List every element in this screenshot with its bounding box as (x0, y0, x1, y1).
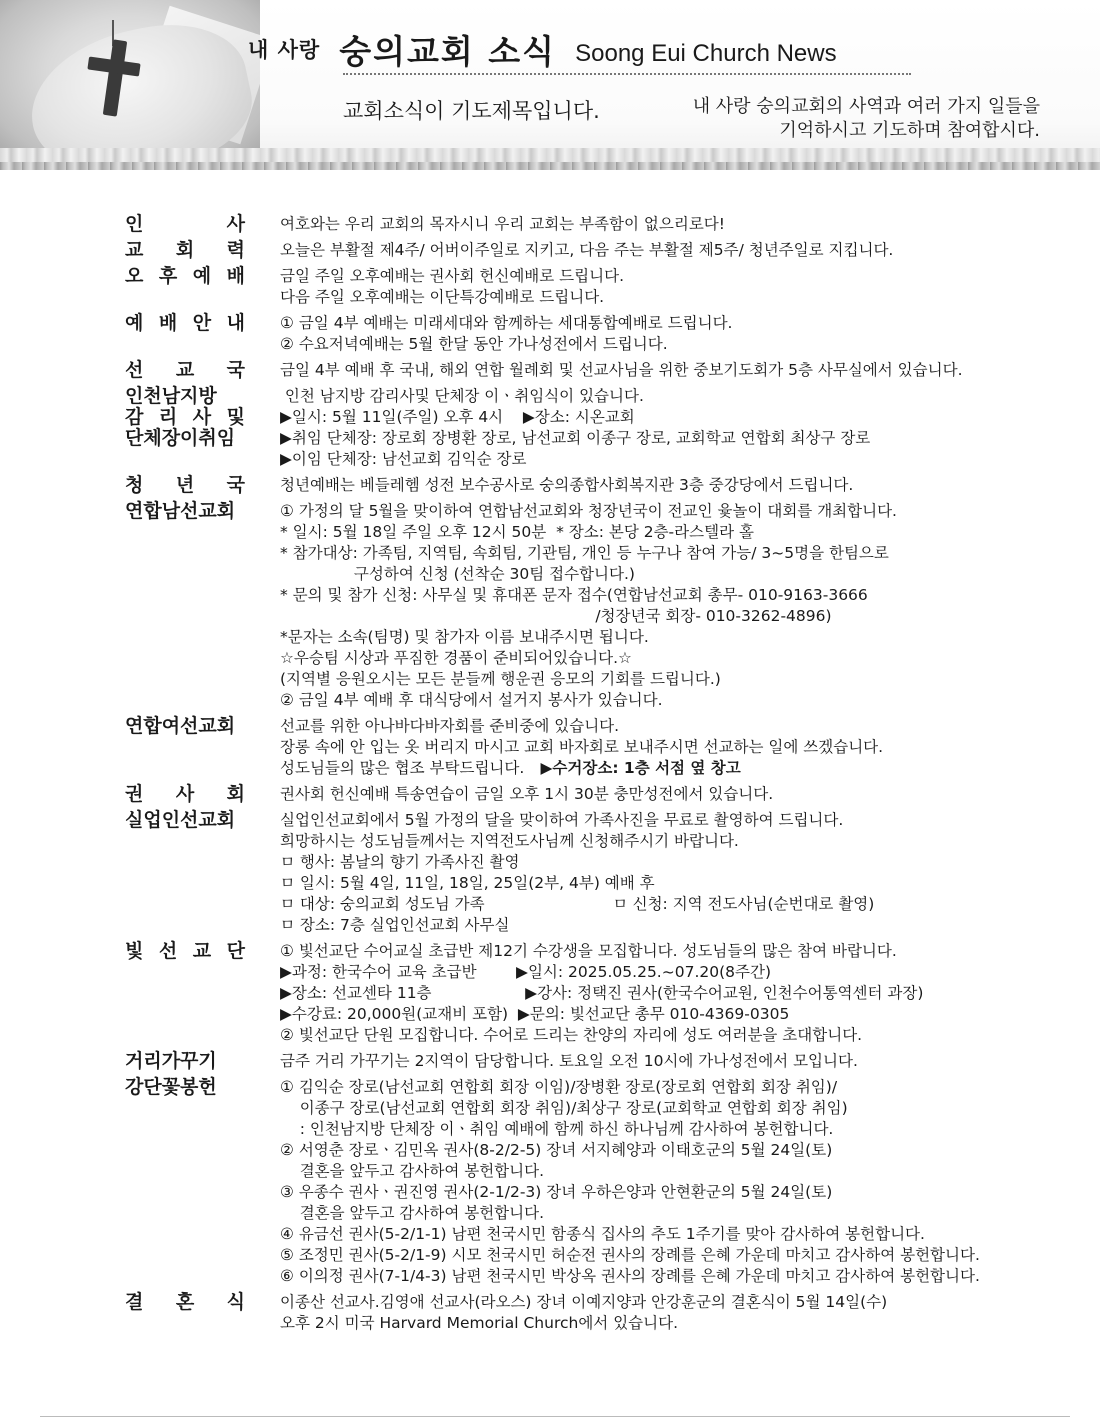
body-line (280, 606, 1060, 627)
line-text: ① 가정의 달 5월을 맞이하여 연합남선교회와 청장년국이 전교인 윷놀이 대회를 개최합니다. (280, 502, 897, 520)
line-text: ▶일시: 5월 11일(주일) 오후 4시 ▶장소: 시온교회 (280, 408, 635, 426)
body-line (280, 360, 1060, 381)
body-line (280, 240, 1060, 261)
body-line (280, 407, 1060, 428)
announcements (0, 214, 1100, 1339)
section-body (280, 475, 1060, 496)
line-text: (지역별 응원오시는 모든 분들께 행운권 응모의 기회를 드립니다.) (280, 670, 721, 688)
line-text: 오후 2시 미국 Harvard Memorial Church에서 있습니다. (280, 1314, 679, 1332)
newsletter-header (0, 0, 1100, 170)
line-text: ② 서영춘 장로ㆍ김민옥 권사(8-2/2-5) 장녀 서지혜양과 이태호군의 5월 24일(토) (280, 1141, 833, 1159)
body-line (280, 962, 1060, 983)
body-line (280, 852, 1060, 873)
forest-band-dark (0, 162, 1100, 170)
section-label: 거리가꾸기 (125, 1050, 217, 1072)
announcement-section (0, 240, 1100, 261)
line-text: ② 빛선교단 단원 모집합니다. 수어로 드리는 찬양의 자리에 성도 여러분을 초대합니다. (280, 1026, 863, 1044)
line-text: ☆우승팀 시상과 푸짐한 경품이 준비되어있습니다.☆ (280, 649, 632, 667)
announcement-section (0, 360, 1100, 381)
body-line (280, 1313, 1060, 1334)
line-text: 실업인선교회에서 5월 가정의 달을 맞이하여 가족사진을 무료로 촬영하여 드립니다. (280, 811, 844, 829)
section-label: 선 교 국 (125, 359, 245, 381)
body-line (280, 669, 1060, 690)
body-line (280, 1025, 1060, 1046)
bottom-rule (40, 1416, 1070, 1417)
line-text: 금주 거리 가꾸기는 2지역이 담당합니다. 토요일 오전 10시에 가나성전에서 모입니다. (280, 1052, 858, 1070)
section-body (280, 386, 1060, 470)
body-line (280, 915, 1060, 936)
body-line (280, 266, 1060, 287)
body-line (280, 1051, 1060, 1072)
line-text: 청년예배는 베들레헴 성전 보수공사로 숭의종합사회복지관 3층 중강당에서 드립니다. (280, 476, 854, 494)
body-line (280, 873, 1060, 894)
body-line (280, 287, 1060, 308)
body-line (280, 543, 1060, 564)
announcement-section (0, 941, 1100, 1046)
announcement-section (0, 266, 1100, 308)
section-label: 교 회 력 (125, 239, 245, 261)
title-english: Soong Eui Church News (575, 40, 837, 67)
title-divider (343, 73, 911, 75)
section-body (280, 810, 1060, 936)
line-text: 성도님들의 많은 협조 부탁드립니다. (280, 759, 525, 777)
line-text: : 인천남지방 단체장 이ㆍ취임 예배에 함께 하신 하나님께 감사하여 봉헌합니다. (280, 1120, 834, 1138)
line-text: ▶수강료: 20,000원(교재비 포함) ▶문의: 빛선교단 총무 010-4369-0305 (280, 1005, 790, 1023)
announcement-section (0, 501, 1100, 711)
body-line (280, 690, 1060, 711)
line-text: 다음 주일 오후예배는 이단특강예배로 드립니다. (280, 288, 605, 306)
line-text: /청장년국 회장- 010-3262-4896) (280, 607, 832, 625)
body-line (280, 1098, 1060, 1119)
body-line (280, 1161, 1060, 1182)
body-line (280, 334, 1060, 355)
section-body (280, 214, 1060, 235)
body-line (280, 564, 1060, 585)
body-line (280, 1004, 1060, 1025)
body-line (280, 1119, 1060, 1140)
body-line (280, 1292, 1060, 1313)
collection-location: ▶수거장소: 1층 서점 옆 창고 (524, 759, 741, 777)
line-text: ⑥ 이의정 권사(7-1/4-3) 남편 천국시민 박상옥 권사의 장례를 은혜 가운데 마치고 감사하여 봉헌합니다. (280, 1267, 980, 1285)
line-text: 결혼을 앞두고 감사하여 봉헌합니다. (280, 1162, 545, 1180)
section-label: 청 년 국 (125, 474, 245, 496)
section-label: 강단꽃봉헌 (125, 1076, 217, 1098)
body-line (280, 737, 1060, 758)
body-line (280, 1203, 1060, 1224)
body-line (280, 386, 1060, 407)
section-label: 인 사 (125, 213, 245, 235)
header-photo (0, 0, 260, 160)
section-label: 연합여선교회 (125, 715, 236, 737)
line-text: ㅁ 장소: 7층 실업인선교회 사무실 (280, 916, 510, 934)
section-label: 예 배 안 내 (125, 312, 245, 334)
line-text: 인천 남지방 감리사및 단체장 이ㆍ취임식이 있습니다. (280, 387, 644, 405)
section-body (280, 266, 1060, 308)
line-text: ② 수요저녁예배는 5월 한달 동안 가나성전에서 드립니다. (280, 335, 668, 353)
body-line (280, 1140, 1060, 1161)
line-text: * 일시: 5월 18일 주일 오후 12시 50분 * 장소: 본당 2층-라스텔라 홀 (280, 523, 754, 541)
body-line (280, 1245, 1060, 1266)
line-text: ① 금일 4부 예배는 미래세대와 함께하는 세대통합예배로 드립니다. (280, 314, 733, 332)
body-line (280, 214, 1060, 235)
body-line (280, 941, 1060, 962)
body-line (280, 784, 1060, 805)
line-text: 금일 4부 예배 후 국내, 해외 연합 월례회 및 선교사님을 위한 중보기도회가 5층 사무실에서 있습니다. (280, 361, 963, 379)
title-main: 숭의교회 소식 (339, 32, 557, 71)
line-text: 구성하여 신청 (선착순 30팀 접수합니다.) (280, 565, 635, 583)
section-body (280, 941, 1060, 1046)
body-line (280, 501, 1060, 522)
line-text: ▶과정: 한국수어 교육 초급반 ▶일시: 2025.05.25.~07.20(8주간) (280, 963, 771, 981)
body-line (280, 716, 1060, 737)
line-text: ⑤ 조정민 권사(5-2/1-9) 시모 천국시민 허순전 권사의 장례를 은혜 가운데 마치고 감사하여 봉헌합니다. (280, 1246, 980, 1264)
line-text: ④ 유금선 권사(5-2/1-1) 남편 천국시민 함종식 집사의 추도 1주기를 맞아 감사하여 봉헌합니다. (280, 1225, 925, 1243)
section-body (280, 240, 1060, 261)
section-body (280, 1051, 1060, 1072)
body-line (280, 1182, 1060, 1203)
body-line (280, 475, 1060, 496)
slogan: 교회소식이 기도제목입니다. (343, 99, 600, 123)
body-line (280, 1266, 1060, 1287)
body-line (280, 648, 1060, 669)
line-text: ③ 우종수 권사ㆍ권진영 권사(2-1/2-3) 장녀 우하은양과 안현환군의 5월 24일(토) (280, 1183, 833, 1201)
section-body (280, 313, 1060, 355)
body-line (280, 449, 1060, 470)
section-label: 인천남지방 감 리 사 및 단체장이취임 (125, 385, 245, 449)
line-text: 권사회 헌신예배 특송연습이 금일 오후 1시 30분 충만성전에서 있습니다. (280, 785, 774, 803)
line-text: ㅁ 행사: 봄날의 향기 가족사진 촬영 (280, 853, 520, 871)
body-line (280, 810, 1060, 831)
body-line (280, 585, 1060, 606)
announcement-section (0, 784, 1100, 805)
announcement-section (0, 1051, 1100, 1072)
section-body (280, 784, 1060, 805)
section-body (280, 501, 1060, 711)
announcement-section (0, 214, 1100, 235)
header-blurb: 내 사랑 숭의교회의 사역과 여러 가지 일들을 기억하시고 기도하며 참여합시다. (692, 96, 1040, 141)
section-label: 실업인선교회 (125, 809, 236, 831)
line-text: 금일 주일 오후예배는 권사회 헌신예배로 드립니다. (280, 267, 624, 285)
body-line (280, 758, 1060, 779)
announcement-section (0, 1292, 1100, 1334)
line-text: ㅁ 대상: 숭의교회 성도님 가족 ㅁ 신청: 지역 전도사님(순번대로 촬영) (280, 895, 875, 913)
line-text: 이종산 선교사.김영애 선교사(라오스) 장녀 이예지양과 안강훈군의 결혼식이 5월 14일(수) (280, 1293, 888, 1311)
section-body (280, 716, 1060, 779)
section-label: 빛 선 교 단 (125, 940, 245, 962)
section-body (280, 360, 1060, 381)
section-label: 오 후 예 배 (125, 265, 245, 287)
line-text: ㅁ 일시: 5월 4일, 11일, 18일, 25일(2부, 4부) 예배 후 (280, 874, 655, 892)
line-text: 희망하시는 성도님들께서는 지역전도사님께 신청해주시기 바랍니다. (280, 832, 739, 850)
line-text: 장롱 속에 안 입는 옷 버리지 마시고 교회 바자회로 보내주시면 선교하는 일에 쓰겠습니다. (280, 738, 884, 756)
line-text: 이종구 장로(남선교회 연합회 회장 취임)/최상구 장로(교회학교 연합회 회장 취임) (280, 1099, 848, 1117)
announcement-section (0, 716, 1100, 779)
body-line (280, 1224, 1060, 1245)
line-text: ▶취임 단체장: 장로회 장병환 장로, 남선교회 이종구 장로, 교회학교 연합회 최상구 장로 (280, 429, 871, 447)
body-line (280, 983, 1060, 1004)
line-text: * 문의 및 참가 신청: 사무실 및 휴대폰 문자 접수(연합남선교회 총무- 010-9163-3666 (280, 586, 868, 604)
section-label: 연합남선교회 (125, 500, 236, 522)
line-text: 여호와는 우리 교회의 목자시니 우리 교회는 부족함이 없으리로다! (280, 215, 725, 233)
announcement-section (0, 810, 1100, 936)
body-line (280, 428, 1060, 449)
line-text: ① 빛선교단 수어교실 초급반 제12기 수강생을 모집합니다. 성도님들의 많은 참여 바랍니다. (280, 942, 897, 960)
newsletter-title (248, 26, 837, 73)
section-label: 권 사 회 (125, 783, 245, 805)
line-text: ② 금일 4부 예배 후 대식당에서 설거지 봉사가 있습니다. (280, 691, 663, 709)
section-body (280, 1292, 1060, 1334)
line-text: *문자는 소속(팀명) 및 참가자 이름 보내주시면 됩니다. (280, 628, 649, 646)
line-text: ① 김익순 장로(남선교회 연합회 회장 이임)/장병환 장로(장로회 연합회 회장 취임)/ (280, 1078, 838, 1096)
body-line (280, 627, 1060, 648)
line-text: * 참가대상: 가족팀, 지역팀, 속회팀, 기관팀, 개인 등 누구나 참여 가능/ 3~5명을 한팀으로 (280, 544, 889, 562)
section-body (280, 1077, 1060, 1287)
line-text: ▶이임 단체장: 남선교회 김익순 장로 (280, 450, 527, 468)
announcement-section (0, 1077, 1100, 1287)
announcement-section (0, 475, 1100, 496)
body-line (280, 1077, 1060, 1098)
announcement-section (0, 386, 1100, 470)
title-small: 내 사랑 (248, 38, 321, 62)
line-text: ▶장소: 선교센타 11층 ▶강사: 정택진 권사(한국수어교원, 인천수어통역센터 과장) (280, 984, 924, 1002)
body-line (280, 522, 1060, 543)
body-line (280, 831, 1060, 852)
body-line (280, 313, 1060, 334)
line-text: 결혼을 앞두고 감사하여 봉헌합니다. (280, 1204, 545, 1222)
body-line (280, 894, 1060, 915)
line-text: 선교를 위한 아나바다바자회를 준비중에 있습니다. (280, 717, 620, 735)
section-label: 결 혼 식 (125, 1291, 245, 1313)
announcement-section (0, 313, 1100, 355)
line-text: 오늘은 부활절 제4주/ 어버이주일로 지키고, 다음 주는 부활절 제5주/ 청년주일로 지킵니다. (280, 241, 894, 259)
